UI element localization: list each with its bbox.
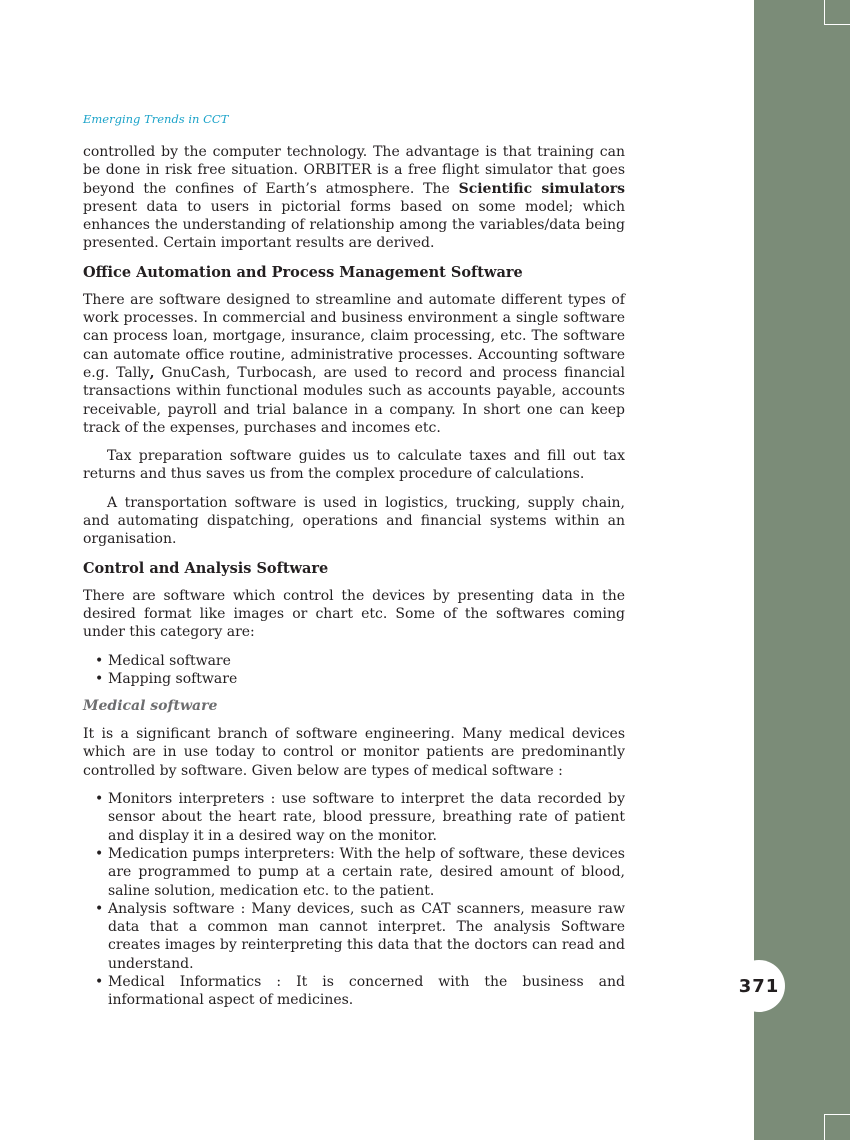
page-number: 371 [733,960,785,1012]
bullet-mark: • [95,670,104,687]
office-paragraph-1 [83,291,625,437]
intro-bold-term: Scientific simulators [458,180,625,197]
office-p1-before: There are software designed to streamline and automate different types of work processes. In commercial and business environment a single software can process loan, mortgage, insurance, claim processing, etc. The software can automate office routine, administrative processes. Accounting software e.g. Tally [83,291,625,381]
list-item [83,973,625,1010]
medical-paragraph: It is a significant branch of software engineering. Many medical devices which are in use today to control or monitor patients are predominantly controlled by software. Given below are types of medical software : [83,726,625,779]
list-item-text: Medication pumps interpreters: With the help of software, these devices are programmed to pump at a certain rate, desired amount of blood, saline solution, medication etc. to the patient. [108,845,625,899]
control-heading: Control and Analysis Software [83,559,329,577]
list-item-text: Mapping software [108,670,238,687]
medical-subheading: Medical software [83,698,218,715]
office-heading: Office Automation and Process Management Software [83,263,523,281]
intro-text-after: present data to users in pictorial forms based on some model; which enhances the understanding of relationship among the variables/data being presented. Certain important results are derived. [83,198,625,252]
list-item-text: Monitors interpreters : use software to interpret the data recorded by sensor about the heart rate, blood pressure, breathing rate of patient and display it in a desired way on the monitor. [108,791,625,844]
office-p1-after: GnuCash, Turbocash, are used to record and process financial transactions within functional modules such as accounts payable, accounts receivable, payroll and trial balance in a company. In short one can keep track of the expenses, purchases and incomes etc. [83,364,625,436]
control-paragraph: There are software which control the devices by presenting data in the desired format like images or chart etc. Some of the softwares coming under this category are: [83,587,625,641]
office-paragraph-2: Tax preparation software guides us to calculate taxes and fill out tax returns and thus saves us from the complex procedure of calculations. [83,448,625,483]
control-list [83,652,625,689]
intro-text-before: controlled by the computer technology. The advantage is that training can be done in risk free situation. ORBITER is a free flight simulator that goes beyond the confines of Earth’s atmosphere. The [83,144,625,197]
office-paragraph-3: A transportation software is used in logistics, trucking, supply chain, and automating dispatching, operations and financial systems within an organisation. [83,494,625,548]
bullet-mark: • [95,973,104,990]
list-item-text: Analysis software : Many devices, such as CAT scanners, measure raw data that a common man cannot interpret. The analysis Software creates images by reinterpreting this data that the doctors can read and understand. [108,900,625,972]
page-content [83,143,625,1019]
list-item [83,652,625,670]
crop-mark-top [824,0,850,25]
list-item [83,670,625,688]
bullet-mark: • [95,845,104,862]
list-item-text: Medical software [108,652,231,669]
list-item [83,790,625,845]
bullet-mark: • [95,791,104,808]
bullet-mark: • [95,652,104,669]
running-head: Emerging Trends in CCT [83,112,229,126]
list-item [83,845,625,900]
office-p1-comma: , [149,364,155,381]
intro-paragraph [83,143,625,253]
list-item-text: Medical Informatics : It is concerned with the business and informational aspect of medicines. [108,973,625,1009]
medical-list [83,790,625,1010]
list-item [83,900,625,973]
crop-mark-bottom [824,1114,850,1141]
bullet-mark: • [95,900,104,917]
